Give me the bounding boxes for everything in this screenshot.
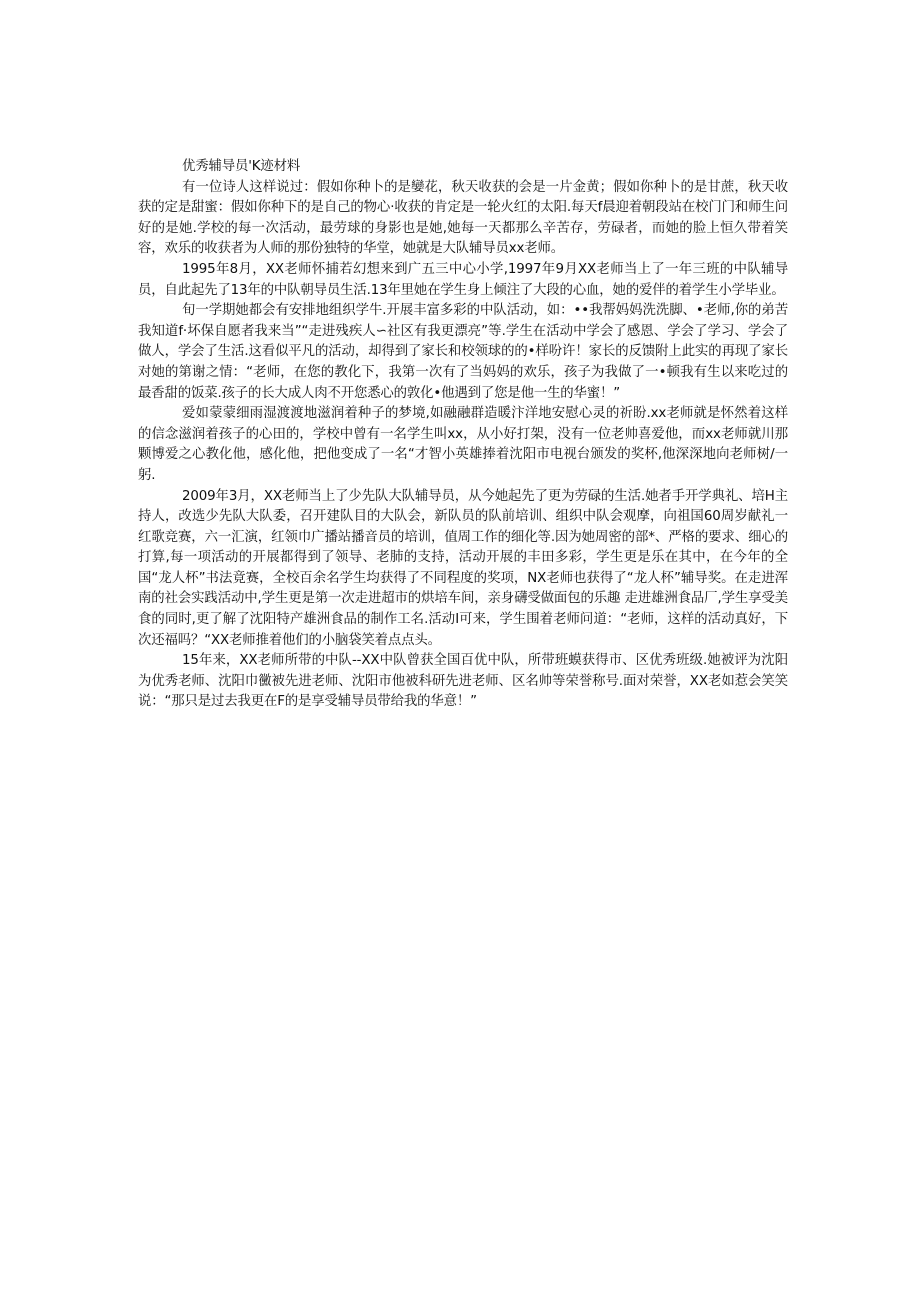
paragraph-activities: 旬一学期她都会有安排地组织学牛.开展丰富多彩的中队活动，如：••我帮妈妈洗洗脚、•老师,你的弟苦我知道f·坏保自愿者我来当”“走进残疾人∽社区有我更漂亮”等.学生在活动中学会了感恩、学会了学习、学会了做人，学会了生活.这看似平凡的活动，却得到了家长和校领球的的•样吩许！家长的反馈附上此实的再现了家长对她的第谢之情：“老师，在您的教化下，我第一次有了当妈妈的欢乐，孩子为我做了一•顿我有生以来吃过的最香甜的饭菜.孩子的长大成人肉不开您悉心的敦化•他遇到了您是他一生的华蜜！”: [138, 303, 788, 401]
paragraph-love: 爱如蒙蒙细雨湿渡渡地滋润着种子的梦境,如融融群造暖汴洋地安慰心灵的祈盼.xx老师就是怀然着这样的信念滋润着孩子的心田的，学校中曾有一名学生叫xx，从小好打架，没有一位老帅喜爱他，而xx老师就川那颗博爱之心教化他，感化他，把他变成了一名“才智小英雄捧着沈阳市电视台颁发的奖杯,他深深地向老师树/一躬.: [138, 406, 788, 483]
paragraph-1995: 1995年8月，XX老师怀捕若幻想来到广五三中心小学,1997年9月XX老师当上了一年三班的中队辅导员，自此起先了13年的中队朝导员生活.13年里她在学生身上倾注了大段的心血，她的爱伴的着学生小学毕业。: [138, 261, 788, 298]
paragraph-2009: 2009年3月，XX老师当上了少先队大队辅导员，从今她起先了更为劳碌的生活.她者手开学典礼、培H主持人，改选少先队大队委，召开建队目的大队会，新队员的队前培训、组织中队会观摩，向祖国60周岁献礼一红歌竞赛，六一汇演，红领巾广播站播音员的培训，值周工作的细化等.因为她周密的部*、严格的要求、细心的打算,每一项活动的开展都得到了领导、老肺的支持，活动开展的丰田多彩，学生更是乐在其中，在今年的全国“龙人杯”书法竟赛，全校百余名学生均获得了不同程度的奖项，NX老师也获得了“龙人杯”辅导奖。在走进浑南的社会实践活动中,学生更是第一次走进超市的烘培车间，亲身礴受做面包的乐趣 走进雄洲食品厂,学生享受美食的同时,更了解了沈阳特产雄洲食品的制作工名.活动I可来，学生围着老师问道：“老师，这样的活动真好，下次还福吗？“XX老师推着他们的小脑袋笑着点点头。: [138, 488, 788, 648]
paragraph-intro: 有一位诗人这样说过：假如你种卜的是孌花，秋天收获的会是一片金黄；假如你种卜的是甘蔗，秋天收获的定是甜蜜：假如你种下的是自己的物心·收获的肯定是一轮火红的太阳.每天f晨迎着朝段站在校门门和师生问好的是她.学校的每一次活动，最劳球的身影也是她,她每一天都那么辛苦存，劳碌者，而她的脸上恒久带着笑容，欢乐的收获者为人师的那份独特的华堂，她就是大队辅导员xx老师。: [138, 179, 788, 257]
document-title: 优秀辅导员'K迹材料: [182, 159, 301, 174]
document-body: [138, 157, 788, 713]
paragraph-honors: 15年来，XX老师所带的中队--XX中队曾获全国百优中队，所带班蟆获得市、区优秀班级.她被评为沈阳为优秀老师、沈阳巾黴被先进老师、沈阳市他被科研先进老师、区名帅等荣誉称号.面对荣誉，XX老如惹会笑笑说：“那只是过去我更在F的是享受辅导员带给我的华意！”: [138, 653, 788, 710]
